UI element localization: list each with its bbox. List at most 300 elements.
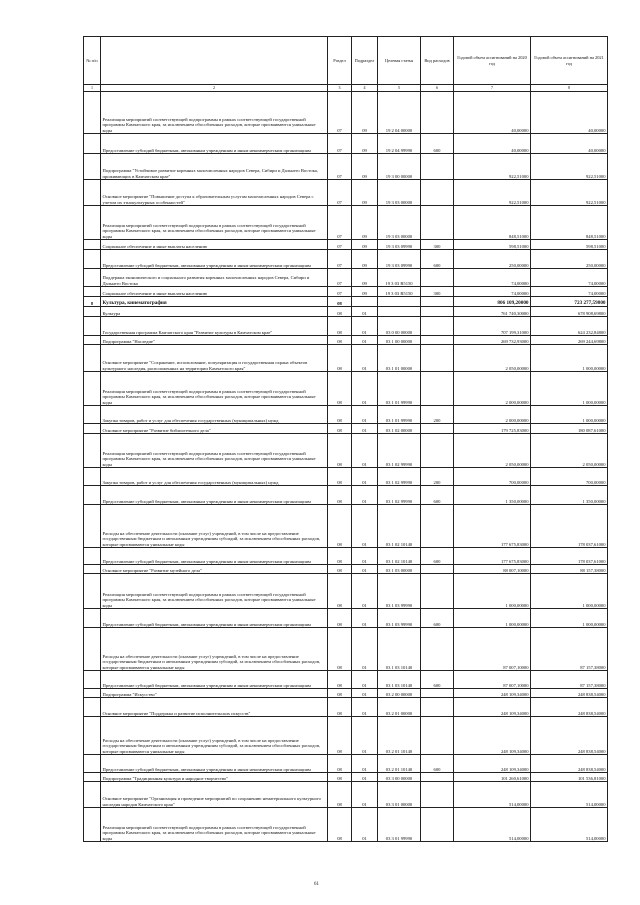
row-amount-2021: 87 157,38000: [531, 628, 608, 671]
row-amount-2021: 598,51000: [531, 240, 608, 250]
row-expense-type: [421, 808, 454, 842]
table-row: [84, 307, 608, 317]
row-name: Реализация мероприятий соответствующей подпрограммы в рамках соответствующей государственной программы Камчатского края, за исключением обособленных расходов, которые присваиваются уникальные коды: [101, 92, 328, 134]
row-amount-2021: 1 000,00000: [531, 345, 608, 372]
row-number: [84, 717, 101, 755]
row-amount-2021: 922,51000: [531, 154, 608, 180]
row-number: 8: [84, 297, 101, 307]
row-amount-2021: 514,00000: [531, 808, 608, 842]
row-amount-2020: 514,00000: [454, 782, 531, 808]
row-name: Социальное обеспечение и иные выплаты населению: [101, 287, 328, 297]
row-number: [84, 565, 101, 574]
row-target-article: 03 1 02 99990: [378, 434, 421, 468]
row-target-article: 19 3 00 00000: [378, 154, 421, 180]
row-expense-type: [421, 505, 454, 548]
row-name: Предоставление субсидий бюджетным, автономным учреждениям и иным некоммерческим организациям: [101, 671, 328, 689]
row-amount-2020: 598,51000: [454, 240, 531, 250]
row-podrazdel: 09: [352, 92, 378, 134]
row-amount-2020: 177 675,83000: [454, 505, 531, 548]
row-amount-2021: 74,00000: [531, 269, 608, 287]
row-name: Государственная программа Камчатского края "Развитие культуры в Камчатском крае": [101, 317, 328, 336]
table-row: [84, 468, 608, 486]
row-amount-2020: 1 350,00000: [454, 486, 531, 505]
row-number: [84, 755, 101, 773]
column-number: 6: [421, 85, 454, 92]
row-podrazdel: 09: [352, 240, 378, 250]
table-row: [84, 773, 608, 782]
row-amount-2021: 101 536,81000: [531, 773, 608, 782]
row-name: Закупка товаров, работ и услуг для обеспечения государственных (муниципальных) нужд: [101, 468, 328, 486]
column-number: 2: [101, 85, 328, 92]
row-name: Основное мероприятие "Развитие музейного дела": [101, 565, 328, 574]
header-razdel: Раздел: [328, 37, 352, 85]
row-razdel: 07: [328, 240, 352, 250]
row-amount-2020: 1 000,00000: [454, 609, 531, 628]
row-razdel: 07: [328, 206, 352, 240]
row-amount-2021: 248 838,54000: [531, 755, 608, 773]
row-expense-type: 200: [421, 468, 454, 486]
row-razdel: 08: [328, 689, 352, 698]
row-number: [84, 782, 101, 808]
row-amount-2021: 40,00000: [531, 134, 608, 154]
row-name: Подпрограмма "Традиционная культура и народное творчество": [101, 773, 328, 782]
row-target-article: 03 1 02 10140: [378, 548, 421, 565]
row-number: [84, 250, 101, 269]
row-razdel: 08: [328, 574, 352, 609]
row-razdel: 08: [328, 505, 352, 548]
row-name: Основное мероприятие "Организация и проведение мероприятий по сохранению нематериального культурного наследия народов Камчатского края": [101, 782, 328, 808]
row-name: Реализация мероприятий соответствующей подпрограммы в рамках соответствующей государственной программы Камчатского края, за исключением обособленных расходов, которые присваиваются уникальные коды: [101, 808, 328, 842]
row-amount-2021: 178 037,61000: [531, 505, 608, 548]
row-target-article: 19 2 04 99990: [378, 134, 421, 154]
row-target-article: 03 1 03 99990: [378, 609, 421, 628]
row-podrazdel: 01: [352, 486, 378, 505]
row-expense-type: 600: [421, 755, 454, 773]
row-amount-2021: 1 000,00000: [531, 406, 608, 424]
row-expense-type: [421, 565, 454, 574]
row-number: [84, 269, 101, 287]
row-expense-type: [421, 424, 454, 434]
row-amount-2020: 806 109,20000: [454, 297, 531, 307]
table-row: [84, 250, 608, 269]
row-podrazdel: 01: [352, 671, 378, 689]
row-amount-2021: 700,00000: [531, 468, 608, 486]
row-expense-type: [421, 317, 454, 336]
row-number: [84, 154, 101, 180]
row-target-article: 03 1 02 00000: [378, 424, 421, 434]
row-razdel: 08: [328, 297, 352, 307]
row-expense-type: 600: [421, 609, 454, 628]
row-expense-type: [421, 154, 454, 180]
header-name: [101, 37, 328, 85]
table-row: [84, 689, 608, 698]
column-number: 3: [328, 85, 352, 92]
column-number: 8: [531, 85, 608, 92]
row-target-article: 19 3 03 00000: [378, 206, 421, 240]
row-target-article: 19 3 03 09990: [378, 240, 421, 250]
row-expense-type: 200: [421, 406, 454, 424]
header-expense-type: Вид расходов: [421, 37, 454, 85]
row-razdel: 08: [328, 372, 352, 406]
row-name: Реализация мероприятий соответствующей подпрограммы в рамках соответствующей государственной программы Камчатского края, за исключением обособленных расходов, которые присваиваются уникальные коды: [101, 372, 328, 406]
row-amount-2020: 922,51000: [454, 154, 531, 180]
table-row: [84, 671, 608, 689]
row-amount-2020: 87 007,10000: [454, 628, 531, 671]
row-number: [84, 424, 101, 434]
row-podrazdel: 01: [352, 628, 378, 671]
row-razdel: 08: [328, 345, 352, 372]
table-row: [84, 92, 608, 134]
row-razdel: 08: [328, 782, 352, 808]
header-year-2021: Годовой объем ассигнований на 2021 год: [531, 37, 608, 85]
row-amount-2021: 178 037,61000: [531, 548, 608, 565]
row-amount-2021: 1 000,00000: [531, 609, 608, 628]
row-amount-2021: 624 232,84800: [531, 317, 608, 336]
row-razdel: 08: [328, 565, 352, 574]
row-expense-type: [421, 269, 454, 287]
header-year-2020: Годовой объем ассигнований на 2020 год: [454, 37, 531, 85]
row-name: Социальное обеспечение и иные выплаты населению: [101, 240, 328, 250]
row-number: [84, 307, 101, 317]
row-target-article: 03 1 03 10140: [378, 671, 421, 689]
row-amount-2020: 700,00000: [454, 468, 531, 486]
row-razdel: 08: [328, 406, 352, 424]
row-razdel: 08: [328, 548, 352, 565]
column-number: 4: [352, 85, 378, 92]
row-amount-2020: 74,00000: [454, 287, 531, 297]
row-amount-2020: 2 000,00000: [454, 406, 531, 424]
table-row: [84, 574, 608, 609]
row-number: [84, 134, 101, 154]
row-amount-2020: 922,51000: [454, 180, 531, 206]
row-amount-2020: 1 000,00000: [454, 574, 531, 609]
row-podrazdel: 01: [352, 372, 378, 406]
row-amount-2021: 248 838,54000: [531, 689, 608, 698]
row-amount-2021: 1 000,00000: [531, 372, 608, 406]
row-podrazdel: 01: [352, 565, 378, 574]
row-podrazdel: 01: [352, 689, 378, 698]
table-row: [84, 180, 608, 206]
row-podrazdel: 01: [352, 336, 378, 345]
row-number: [84, 180, 101, 206]
row-amount-2021: 678 908,69800: [531, 307, 608, 317]
row-target-article: [378, 297, 421, 307]
row-razdel: 08: [328, 628, 352, 671]
row-name: Предоставление субсидий бюджетным, автономным учреждениям и иным некоммерческим организациям: [101, 755, 328, 773]
row-target-article: [378, 307, 421, 317]
row-amount-2020: 2 050,00000: [454, 345, 531, 372]
row-target-article: 03 2 00 00000: [378, 689, 421, 698]
row-target-article: 03 1 02 99990: [378, 468, 421, 486]
table-row: [84, 486, 608, 505]
row-podrazdel: 01: [352, 468, 378, 486]
row-podrazdel: 01: [352, 808, 378, 842]
row-amount-2020: 179 725,83000: [454, 424, 531, 434]
row-name: Основное мероприятие "Поддержка и развитие исполнительских искусств": [101, 698, 328, 717]
row-name: Расходы на обеспечение деятельности (оказание услуг) учреждений, в том числе на предоставление государственным бюджетным и автономным учреждениям субсидий, за исключением обособленных расходов, которые присваиваются уникальные коды: [101, 505, 328, 548]
row-amount-2021: 514,00000: [531, 782, 608, 808]
row-target-article: 03 1 00 00000: [378, 336, 421, 345]
row-expense-type: 300: [421, 240, 454, 250]
row-expense-type: [421, 297, 454, 307]
row-amount-2021: 40,00000: [531, 92, 608, 134]
row-razdel: 08: [328, 468, 352, 486]
table-row: [84, 297, 608, 307]
row-expense-type: [421, 180, 454, 206]
table-row: [84, 372, 608, 406]
row-podrazdel: 09: [352, 134, 378, 154]
row-expense-type: 600: [421, 486, 454, 505]
row-amount-2021: 74,00000: [531, 287, 608, 297]
row-razdel: 08: [328, 698, 352, 717]
page-number: 61: [314, 882, 319, 887]
row-podrazdel: 01: [352, 434, 378, 468]
row-target-article: 03 1 03 00000: [378, 565, 421, 574]
row-podrazdel: 01: [352, 505, 378, 548]
row-podrazdel: 01: [352, 698, 378, 717]
row-name: Основное мероприятие "Развитие библиотечного дела": [101, 424, 328, 434]
column-number-row: [84, 85, 608, 92]
row-razdel: 08: [328, 336, 352, 345]
row-amount-2021: 848,51000: [531, 206, 608, 240]
table-row: [84, 317, 608, 336]
row-podrazdel: 01: [352, 755, 378, 773]
table-row: [84, 548, 608, 565]
row-amount-2021: 1 000,00000: [531, 574, 608, 609]
column-number: 1: [84, 85, 101, 92]
row-name: Подпрограмма "Наследие": [101, 336, 328, 345]
row-name: Культура, кинематография: [101, 297, 328, 307]
row-podrazdel: 01: [352, 307, 378, 317]
row-number: [84, 628, 101, 671]
row-number: [84, 406, 101, 424]
row-number: [84, 240, 101, 250]
row-number: [84, 468, 101, 486]
row-number: [84, 336, 101, 345]
row-name: Расходы на обеспечение деятельности (оказание услуг) учреждений, в том числе на предоставление государственным бюджетным и автономным учреждениям субсидий, за исключением обособленных расходов, которые присваиваются уникальные коды: [101, 717, 328, 755]
row-expense-type: [421, 345, 454, 372]
row-amount-2020: 761 740,30000: [454, 307, 531, 317]
row-razdel: 07: [328, 250, 352, 269]
row-name: Расходы на обеспечение деятельности (оказание услуг) учреждений, в том числе на предоставление государственным бюджетным и автономным учреждениям субсидий, за исключением обособленных расходов, которые присваиваются уникальные коды: [101, 628, 328, 671]
row-razdel: 08: [328, 671, 352, 689]
row-amount-2021: 180 087,61000: [531, 424, 608, 434]
row-expense-type: [421, 372, 454, 406]
row-expense-type: [421, 717, 454, 755]
row-podrazdel: 01: [352, 717, 378, 755]
row-name: Предоставление субсидий бюджетным, автономным учреждениям и иным некоммерческим организациям: [101, 134, 328, 154]
row-target-article: 03 3 01 00000: [378, 782, 421, 808]
row-razdel: 08: [328, 486, 352, 505]
row-number: [84, 548, 101, 565]
row-podrazdel: 01: [352, 773, 378, 782]
row-name: Основное мероприятие "Повышение доступа к образовательным услугам малочисленных народов Севера с учетом их этнокультурных особенностей": [101, 180, 328, 206]
table-row: [84, 808, 608, 842]
row-razdel: 07: [328, 154, 352, 180]
row-target-article: 03 1 02 99990: [378, 486, 421, 505]
table-row: [84, 609, 608, 628]
row-number: [84, 609, 101, 628]
row-expense-type: 600: [421, 548, 454, 565]
row-amount-2021: 248 838,54000: [531, 717, 608, 755]
row-expense-type: [421, 307, 454, 317]
column-number: 5: [378, 85, 421, 92]
row-target-article: 03 1 02 10140: [378, 505, 421, 548]
row-expense-type: [421, 782, 454, 808]
row-amount-2020: 248 109,34000: [454, 689, 531, 698]
row-razdel: 08: [328, 424, 352, 434]
row-expense-type: 600: [421, 671, 454, 689]
row-podrazdel: 09: [352, 287, 378, 297]
row-razdel: 08: [328, 434, 352, 468]
row-amount-2021: 269 244,69800: [531, 336, 608, 345]
table-row: [84, 287, 608, 297]
row-target-article: 19 3 03 09990: [378, 250, 421, 269]
row-amount-2020: 248 109,34000: [454, 755, 531, 773]
row-number: [84, 92, 101, 134]
row-target-article: 03 0 00 00000: [378, 317, 421, 336]
row-razdel: 08: [328, 755, 352, 773]
row-name: Предоставление субсидий бюджетным, автономным учреждениям и иным некоммерческим организациям: [101, 250, 328, 269]
row-target-article: 03 3 00 00000: [378, 773, 421, 782]
row-name: Основное мероприятие "Сохранение, использование, популяризация и государственная охрана объектов культурного наследия, расположенных на территории Камчатского края": [101, 345, 328, 372]
row-razdel: 08: [328, 773, 352, 782]
table-row: [84, 434, 608, 468]
row-number: [84, 574, 101, 609]
row-expense-type: 600: [421, 134, 454, 154]
table-row: [84, 565, 608, 574]
row-podrazdel: 01: [352, 424, 378, 434]
row-podrazdel: 01: [352, 782, 378, 808]
row-number: [84, 773, 101, 782]
table-row: [84, 206, 608, 240]
row-number: [84, 287, 101, 297]
row-target-article: 03 2 01 10140: [378, 755, 421, 773]
row-name: Поддержка экономического и социального развития коренных малочисленных народов Севера, Сибири и Дальнего Востока: [101, 269, 328, 287]
row-target-article: 03 1 01 00000: [378, 345, 421, 372]
table-row: [84, 154, 608, 180]
row-amount-2021: 922,51000: [531, 180, 608, 206]
row-amount-2021: 250,00000: [531, 250, 608, 269]
row-razdel: 07: [328, 180, 352, 206]
table-row: [84, 698, 608, 717]
row-number: [84, 206, 101, 240]
row-target-article: 03 1 03 10140: [378, 628, 421, 671]
budget-table: [83, 36, 608, 842]
table-row: [84, 134, 608, 154]
row-razdel: 08: [328, 317, 352, 336]
row-number: [84, 434, 101, 468]
header-podrazdel: Подраздел: [352, 37, 378, 85]
row-number: [84, 671, 101, 689]
row-number: [84, 372, 101, 406]
row-expense-type: [421, 434, 454, 468]
row-amount-2020: 2 000,00000: [454, 372, 531, 406]
row-number: [84, 345, 101, 372]
row-name: Реализация мероприятий соответствующей подпрограммы в рамках соответствующей государственной программы Камчатского края, за исключением обособленных расходов, которые присваиваются уникальные коды: [101, 434, 328, 468]
table-row: [84, 424, 608, 434]
table-row: [84, 406, 608, 424]
row-amount-2020: 40,00000: [454, 92, 531, 134]
row-razdel: 07: [328, 287, 352, 297]
column-number: 7: [454, 85, 531, 92]
row-razdel: 07: [328, 134, 352, 154]
table-row: [84, 269, 608, 287]
row-amount-2021: 88 157,38000: [531, 565, 608, 574]
table-row: [84, 240, 608, 250]
table-row: [84, 782, 608, 808]
row-expense-type: 600: [421, 250, 454, 269]
row-podrazdel: 09: [352, 269, 378, 287]
row-amount-2020: 514,00000: [454, 808, 531, 842]
row-podrazdel: 01: [352, 345, 378, 372]
row-amount-2020: 250,00000: [454, 250, 531, 269]
row-podrazdel: 01: [352, 317, 378, 336]
table-row: [84, 628, 608, 671]
row-expense-type: [421, 92, 454, 134]
row-amount-2020: 848,51000: [454, 206, 531, 240]
table-body: [84, 92, 608, 842]
row-name: Культура: [101, 307, 328, 317]
row-podrazdel: 01: [352, 609, 378, 628]
row-podrazdel: 09: [352, 180, 378, 206]
row-amount-2020: 40,00000: [454, 134, 531, 154]
row-podrazdel: 09: [352, 154, 378, 180]
row-razdel: 08: [328, 609, 352, 628]
row-amount-2021: 723 277,59800: [531, 297, 608, 307]
row-amount-2020: 88 007,10000: [454, 565, 531, 574]
row-name: Подпрограмма "Искусство": [101, 689, 328, 698]
row-target-article: 03 2 01 10140: [378, 717, 421, 755]
row-expense-type: [421, 206, 454, 240]
table-row: [84, 345, 608, 372]
row-razdel: 08: [328, 307, 352, 317]
row-target-article: 03 1 03 99990: [378, 574, 421, 609]
row-number: [84, 698, 101, 717]
row-name: Предоставление субсидий бюджетным, автономным учреждениям и иным некоммерческим организациям: [101, 486, 328, 505]
row-number: [84, 808, 101, 842]
row-amount-2021: 248 838,54000: [531, 698, 608, 717]
row-expense-type: [421, 628, 454, 671]
row-podrazdel: 01: [352, 548, 378, 565]
row-amount-2020: 2 050,00000: [454, 434, 531, 468]
row-number: [84, 317, 101, 336]
row-expense-type: [421, 689, 454, 698]
row-amount-2020: 87 007,10000: [454, 671, 531, 689]
row-amount-2020: 74,00000: [454, 269, 531, 287]
row-target-article: 03 3 01 99990: [378, 808, 421, 842]
row-podrazdel: 09: [352, 206, 378, 240]
row-amount-2021: 87 157,38000: [531, 671, 608, 689]
row-razdel: 08: [328, 717, 352, 755]
row-target-article: 03 1 01 99990: [378, 372, 421, 406]
row-expense-type: [421, 574, 454, 609]
row-razdel: 07: [328, 92, 352, 134]
row-target-article: 03 1 01 99990: [378, 406, 421, 424]
row-expense-type: [421, 336, 454, 345]
row-amount-2020: 707 199,31000: [454, 317, 531, 336]
row-target-article: 19 3 03 R5150: [378, 287, 421, 297]
row-expense-type: 300: [421, 287, 454, 297]
row-amount-2020: 269 732,93000: [454, 336, 531, 345]
table-row: [84, 336, 608, 345]
row-target-article: 03 2 01 00000: [378, 698, 421, 717]
row-expense-type: [421, 773, 454, 782]
header-num: № п/п: [84, 37, 101, 85]
row-amount-2021: 2 050,00000: [531, 434, 608, 468]
row-amount-2021: 1 350,00000: [531, 486, 608, 505]
row-podrazdel: 09: [352, 250, 378, 269]
